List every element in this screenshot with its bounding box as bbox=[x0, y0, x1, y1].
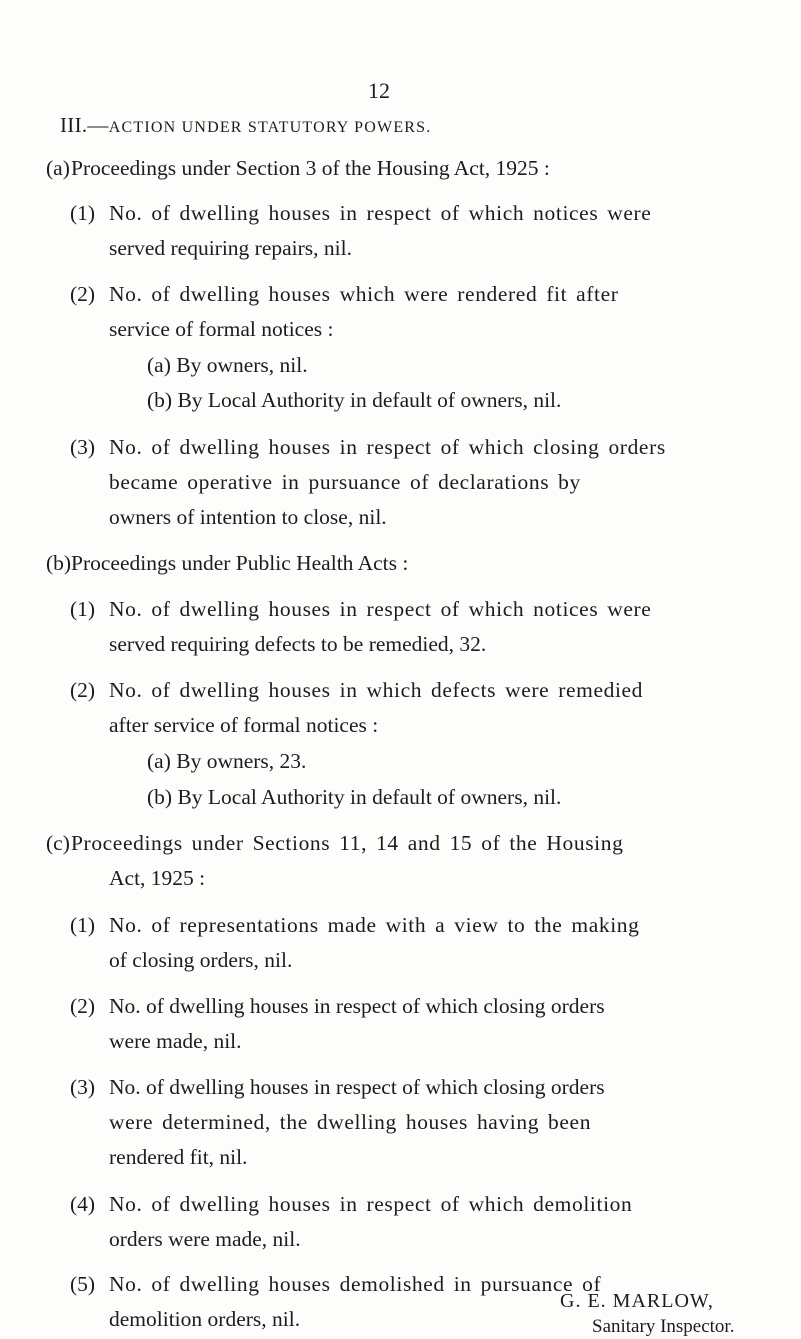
section-b-title: Proceedings under Public Health Acts : bbox=[71, 551, 409, 575]
item-text: owners of intention to close, nil. bbox=[109, 505, 387, 529]
section-heading bbox=[60, 113, 431, 138]
item-text: were determined, the dwelling houses having been bbox=[109, 1110, 592, 1134]
section-a-title: Proceedings under Section 3 of the Housing Act, 1925 : bbox=[71, 156, 550, 180]
heading-numeral: III.— bbox=[60, 113, 109, 137]
item-text: No. of dwelling houses demolished in pursuance of bbox=[109, 1272, 602, 1296]
item-number: (4) bbox=[70, 1192, 96, 1216]
item-text: No. of dwelling houses in respect of which notices were bbox=[109, 201, 652, 225]
item-number: (1) bbox=[70, 201, 96, 225]
item-text: after service of formal notices : bbox=[109, 713, 379, 737]
item-text: of closing orders, nil. bbox=[109, 948, 293, 972]
item-text: demolition orders, nil. bbox=[109, 1307, 301, 1331]
item-text: served requiring defects to be remedied, 32. bbox=[109, 632, 487, 656]
section-c-label: (c) bbox=[46, 831, 70, 855]
page-number: 12 bbox=[368, 78, 390, 103]
signature-title: Sanitary Inspector. bbox=[592, 1316, 735, 1337]
item-text: became operative in pursuance of declarations by bbox=[109, 470, 581, 494]
section-c-title: Proceedings under Sections 11, 14 and 15 of the Housing bbox=[71, 831, 624, 855]
item-number: (1) bbox=[70, 597, 96, 621]
item-number: (3) bbox=[70, 435, 96, 459]
item-text: No. of dwelling houses in respect of which notices were bbox=[109, 597, 652, 621]
item-text: No. of dwelling houses which were rendered fit after bbox=[109, 282, 619, 306]
item-number: (2) bbox=[70, 282, 96, 306]
item-text: No. of dwelling houses in which defects were remedied bbox=[109, 678, 644, 702]
item-number: (2) bbox=[70, 678, 96, 702]
sub-item: (b) By Local Authority in default of owners, nil. bbox=[147, 785, 562, 809]
item-text: No. of dwelling houses in respect of which demolition bbox=[109, 1192, 633, 1216]
item-text: No. of dwelling houses in respect of which closing orders bbox=[109, 994, 605, 1018]
item-text: service of formal notices : bbox=[109, 317, 334, 341]
sub-item: (b) By Local Authority in default of owners, nil. bbox=[147, 388, 562, 412]
item-text: rendered fit, nil. bbox=[109, 1145, 248, 1169]
sub-item: (a) By owners, 23. bbox=[147, 749, 307, 773]
heading-title: ACTION UNDER STATUTORY POWERS. bbox=[108, 119, 432, 136]
item-text: were made, nil. bbox=[109, 1029, 242, 1053]
section-a-label: (a) bbox=[46, 156, 70, 180]
signature-name: G. E. MARLOW, bbox=[560, 1290, 714, 1312]
item-text: No. of dwelling houses in respect of which closing orders bbox=[109, 435, 666, 459]
item-text: orders were made, nil. bbox=[109, 1227, 301, 1251]
item-number: (1) bbox=[70, 913, 96, 937]
item-text: served requiring repairs, nil. bbox=[109, 236, 352, 260]
item-number: (3) bbox=[70, 1075, 96, 1099]
sub-item: (a) By owners, nil. bbox=[147, 353, 308, 377]
section-c-title: Act, 1925 : bbox=[109, 866, 206, 890]
item-number: (5) bbox=[70, 1272, 96, 1296]
item-text: No. of dwelling houses in respect of which closing orders bbox=[109, 1075, 605, 1099]
section-b-label: (b) bbox=[46, 551, 72, 575]
item-number: (2) bbox=[70, 994, 96, 1018]
item-text: No. of representations made with a view to the making bbox=[109, 913, 640, 937]
